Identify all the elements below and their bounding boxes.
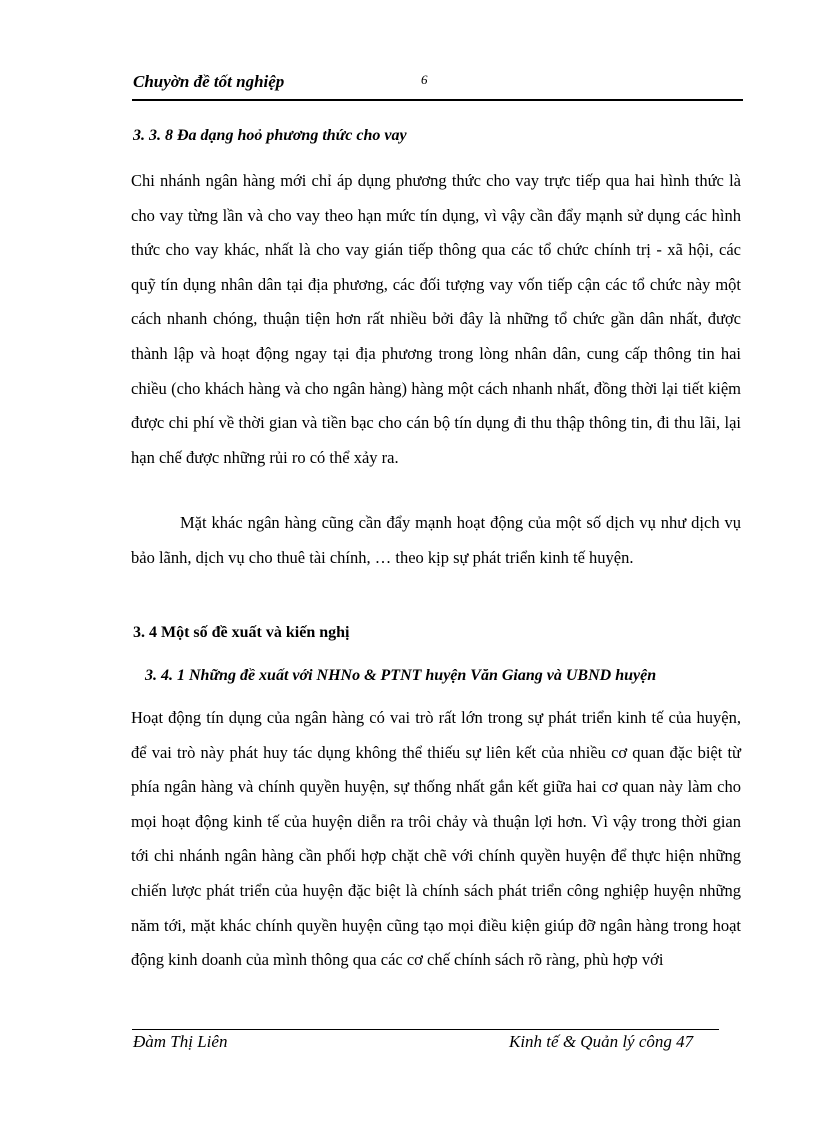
header-title: Chuyờn đề tốt nghiệp [133,72,285,91]
paragraph-lending-methods: Chi nhánh ngân hàng mới chỉ áp dụng phương thức cho vay trực tiếp qua hai hình thức là cho vay từng lần và cho vay theo hạn mức tín dụng, vì vậy cần đẩy mạnh sử dụng các hình thức cho vay khác, nhất là cho vay gián tiếp thông qua các tổ chức chính trị - xã hội, các quỹ tín dụng nhân dân tại địa phương, các đối tượng vay vốn tiếp cận các tổ chức này một cách nhanh chóng, thuận tiện hơn rất nhiều bởi đây là những tổ chức gần dân nhất, được thành lập và hoạt động ngay tại địa phương trong lòng nhân dân, cung cấp thông tin hai chiều (cho khách hàng và cho ngân hàng) hàng một cách nhanh nhất, đồng thời lại tiết kiệm được chi phí về thời gian và tiền bạc cho cán bộ tín dụng đi thu thập thông tin, đi thu lãi, lại hạn chế được những rủi ro có thể xảy ra. [131,171,741,467]
footer-class: Kinh tế & Quản lý công 47 [509,1032,694,1051]
paragraph-credit-role: Hoạt động tín dụng của ngân hàng có vai trò rất lớn trong sự phát triển kinh tế của huyện, để vai trò này phát huy tác dụng không thể thiếu sự liên kết của nhiều cơ quan đặc biệt từ phía ngân hàng và chính quyền huyện, sự thống nhất gắn kết giữa hai cơ quan này làm cho mọi hoạt động kinh tế của huyện diễn ra trôi chảy và thuận lợi hơn. Vì vậy trong thời gian tới chi nhánh ngân hàng cần phối hợp chặt chẽ với chính quyền huyện để thực hiện những chiến lược phát triển của huyện đặc biệt là chính sách phát triển công nghiệp huyện những năm tới, mặt khác chính quyền huyện cũng tạo mọi điều kiện giúp đỡ ngân hàng trong hoạt động kinh doanh của mình thông qua các cơ chế chính sách rõ ràng, phù hợp với [131,708,741,970]
section-heading-3-4-1: 3. 4. 1 Những đề xuất với NHNo & PTNT huyện Văn Giang và UBND huyện [145,667,657,684]
page-number: 6 [421,72,428,87]
footer-author: Đàm Thị Liên [133,1032,228,1051]
section-heading-3-4: 3. 4 Một số đề xuất và kiến nghị [133,624,350,641]
footer-divider [132,1029,719,1030]
paragraph-other-services: Mặt khác ngân hàng cũng cần đẩy mạnh hoạt động của một số dịch vụ như dịch vụ bảo lãnh, dịch vụ cho thuê tài chính, … theo kịp sự phát triển kinh tế huyện. [131,513,741,567]
section-heading-3-3-8: 3. 3. 8 Đa dạng hoỏ phương thức cho vay [133,127,407,144]
header-divider [132,99,743,101]
